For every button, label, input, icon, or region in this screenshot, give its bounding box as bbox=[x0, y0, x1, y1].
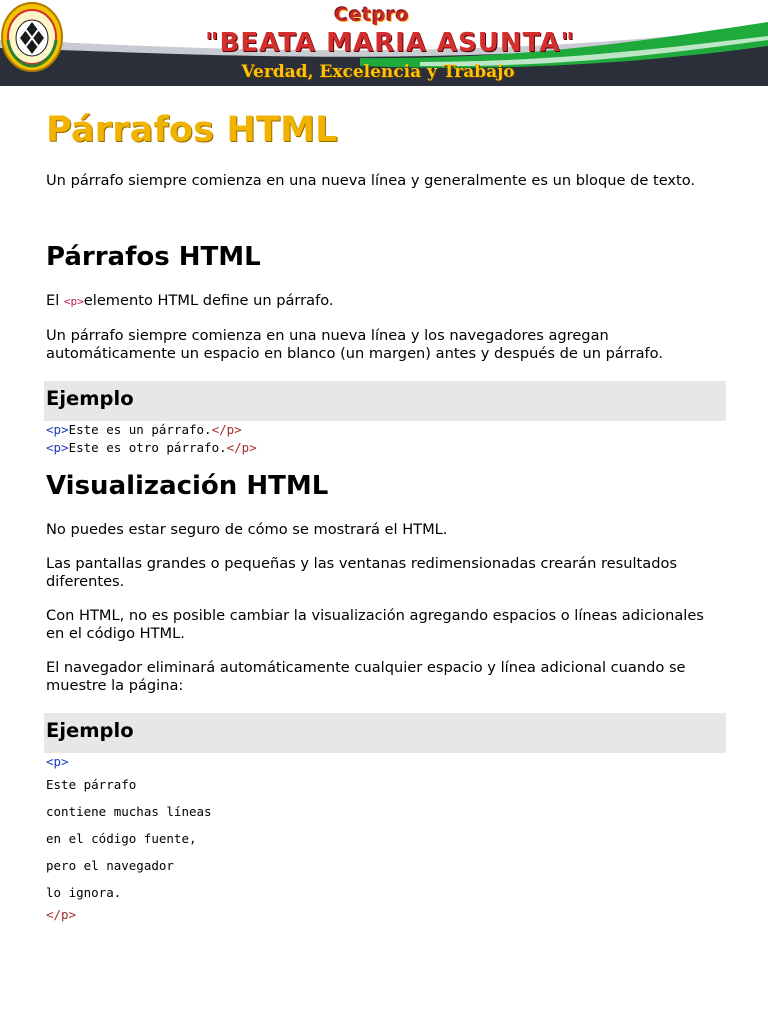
code-line: lo ignora. bbox=[46, 885, 122, 900]
document-content bbox=[46, 100, 724, 924]
code-line: en el código fuente, bbox=[46, 831, 197, 846]
definition-prefix: El bbox=[46, 292, 64, 309]
example-label: Ejemplo bbox=[46, 719, 134, 742]
section-heading-visualizacion: Visualización HTML bbox=[46, 471, 329, 501]
display-paragraph-4: El navegador eliminará automáticamente cualquier espacio y línea adicional cuando se muestre la página: bbox=[46, 659, 686, 694]
display-paragraph-1: No puedes estar seguro de cómo se mostrará el HTML. bbox=[46, 521, 448, 538]
example-header-1 bbox=[44, 381, 726, 421]
section-heading-parrafos: Párrafos HTML bbox=[46, 242, 261, 272]
code-line: contiene muchas líneas bbox=[46, 804, 212, 819]
example-label: Ejemplo bbox=[46, 387, 134, 410]
code-close-tag: </p> bbox=[226, 440, 257, 455]
example-header-2 bbox=[44, 713, 726, 753]
code-open-tag: <p> bbox=[46, 440, 69, 455]
paragraph-margin-info: Un párrafo siempre comienza en una nueva línea y los navegadores agregan automáticamente un espacio en blanco (un margen) antes y después de un párrafo. bbox=[46, 327, 663, 362]
p-tag-inline: <p> bbox=[63, 295, 84, 308]
code-open-tag: <p> bbox=[46, 422, 69, 437]
code-close-tag: </p> bbox=[211, 422, 242, 437]
display-paragraph-3: Con HTML, no es posible cambiar la visualización agregando espacios o líneas adicionales en el código HTML. bbox=[46, 607, 704, 642]
institution-name: "BEATA MARIA ASUNTA" bbox=[204, 28, 576, 58]
header-banner bbox=[0, 0, 768, 86]
brand-logo-text: Cetpro bbox=[334, 4, 410, 26]
code-text: Este es otro párrafo. bbox=[68, 440, 227, 455]
code-line: pero el navegador bbox=[46, 858, 174, 873]
code-line bbox=[46, 439, 724, 457]
code-close-tag: </p> bbox=[46, 907, 77, 922]
display-paragraph-2: Las pantallas grandes o pequeñas y las ventanas redimensionadas crearán resultados diferentes. bbox=[46, 555, 678, 590]
intro-paragraph: Un párrafo siempre comienza en una nueva línea y generalmente es un bloque de texto. bbox=[46, 172, 696, 189]
code-open-tag: <p> bbox=[46, 754, 69, 769]
school-seal-icon bbox=[0, 0, 64, 72]
code-example-1 bbox=[46, 421, 724, 457]
definition-suffix: elemento HTML define un párrafo. bbox=[83, 292, 334, 309]
code-text: Este es un párrafo. bbox=[68, 422, 212, 437]
institution-motto: Verdad, Excelencia y Trabajo bbox=[241, 62, 515, 82]
paragraph-element-definition bbox=[46, 292, 724, 311]
code-line: Este párrafo bbox=[46, 777, 137, 792]
code-line bbox=[46, 421, 724, 439]
code-example-2 bbox=[46, 753, 724, 924]
page-title: Párrafos HTML bbox=[46, 110, 338, 150]
